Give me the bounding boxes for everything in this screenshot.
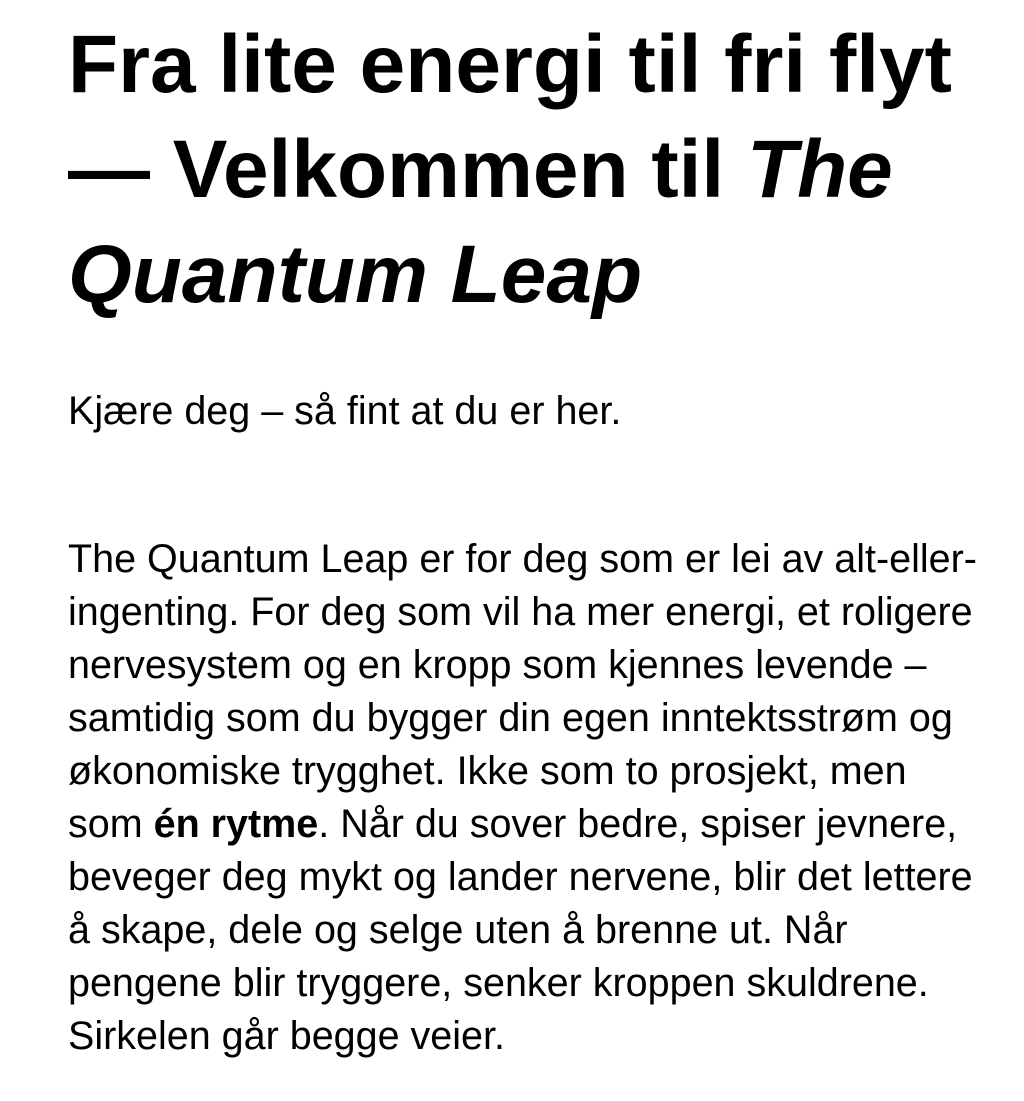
article-title	[68, 12, 980, 327]
body-text-after-bold: . Når du sover bedre, spiser jevnere, beveger deg mykt og lander nervene, blir det lettere å skape, dele og selge uten å brenne ut. Når pengene blir tryggere, senker kroppen skuldrene. Sirkelen går begge veier.	[68, 802, 973, 1058]
body-text-bold-phrase: én rytme	[153, 802, 319, 846]
body-text-before-bold: The Quantum Leap er for deg som er lei av alt-eller-ingenting. For deg som vil ha mer energi, et roligere nervesystem og en kropp som kjennes levende – samtidig som du bygger din egen inntektsstrøm og økonomiske trygghet. Ikke som to prosjekt, men som	[68, 537, 977, 846]
article-title-plain: Fra lite energi til fri flyt — Velkommen til	[68, 19, 952, 215]
article-title-italic: The Quantum Leap	[68, 124, 893, 320]
greeting-line: Kjære deg – så fint at du er her.	[68, 389, 622, 433]
body-paragraph	[68, 533, 980, 1063]
